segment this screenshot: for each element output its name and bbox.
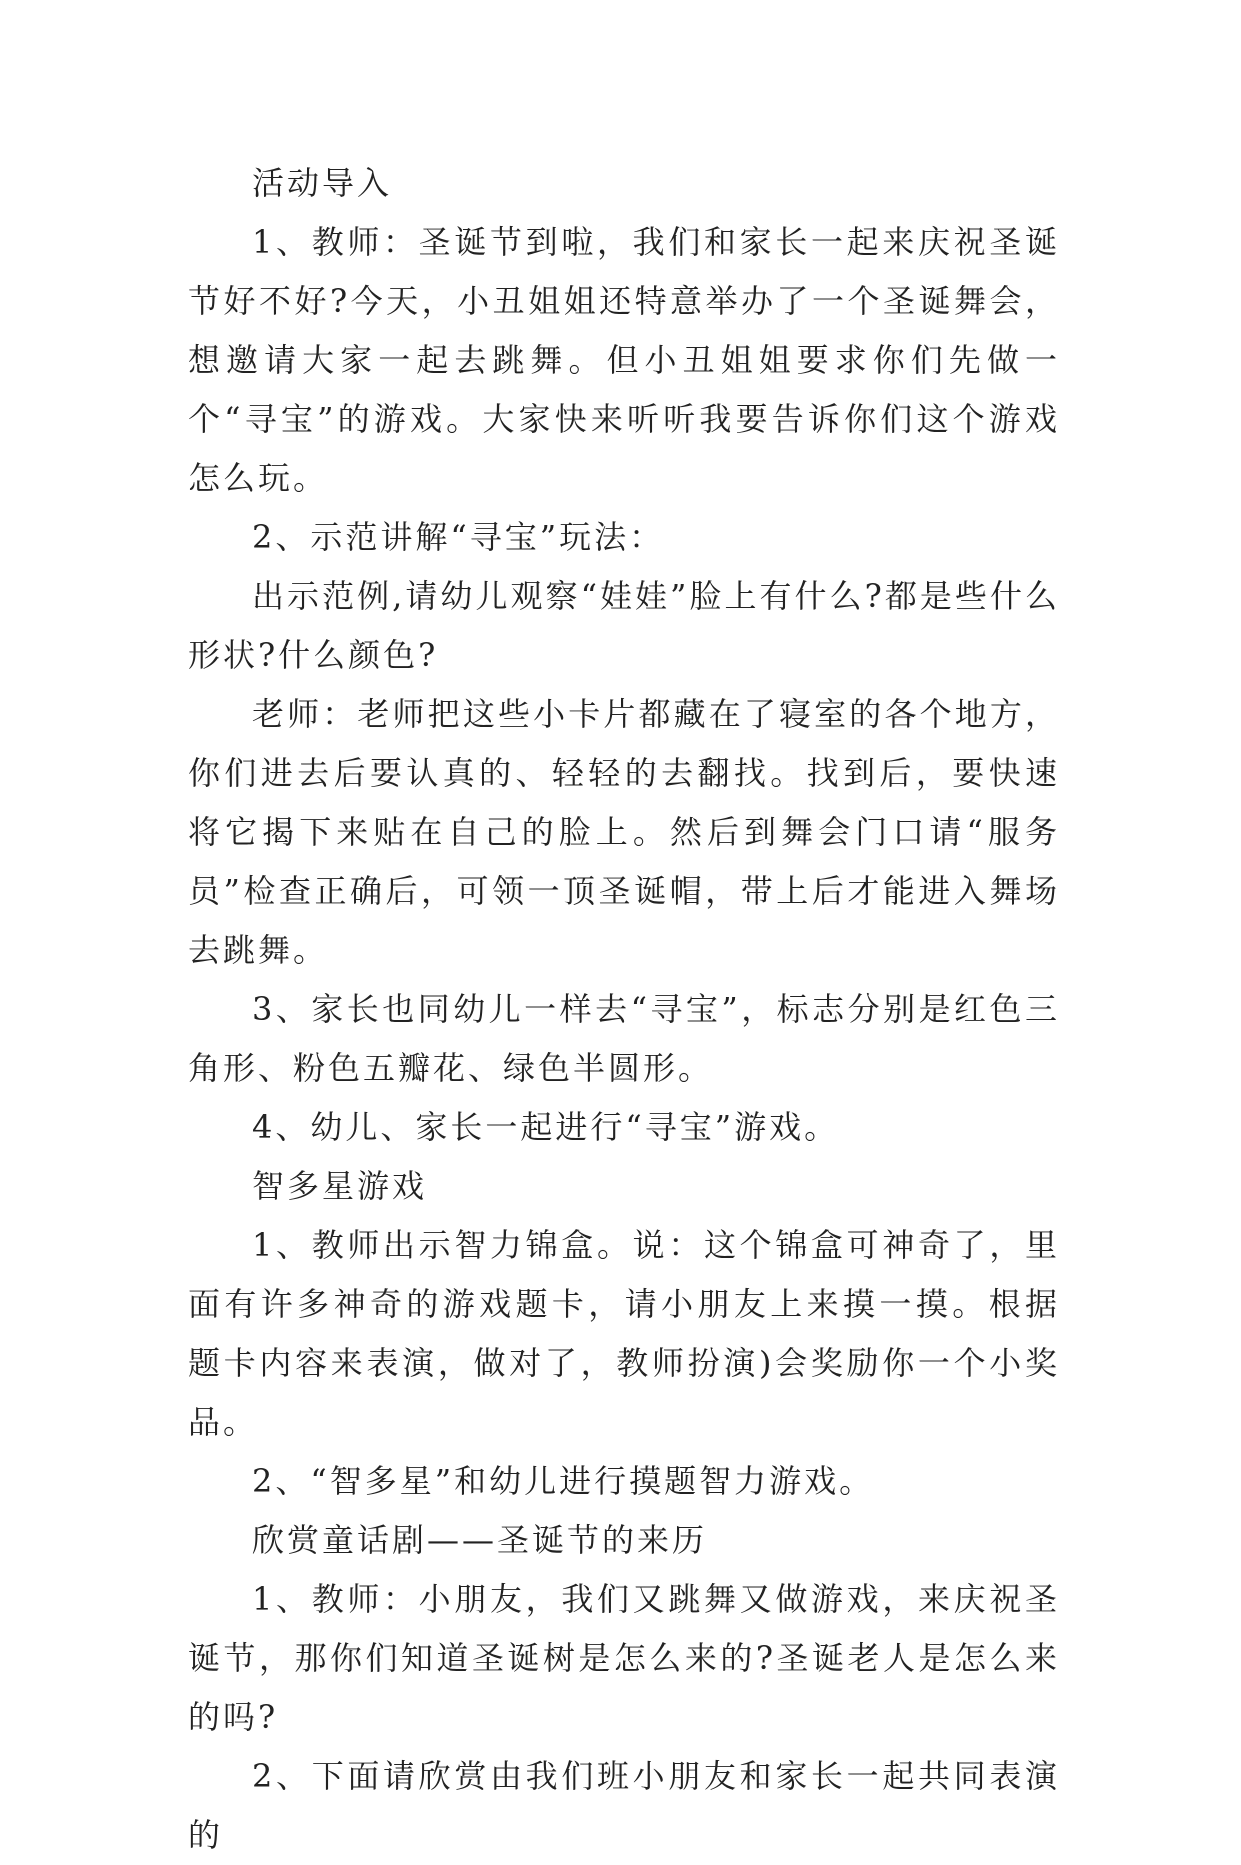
paragraph: 2、“智多星”和幼儿进行摸题智力游戏。: [252, 1462, 875, 1500]
paragraph: 4、幼儿、家长一起进行“寻宝”游戏。: [252, 1108, 840, 1146]
paragraph: 2、示范讲解“寻宝”玩法：: [252, 518, 665, 556]
paragraph: 3、家长也同幼儿一样去“寻宝”，标志分别是红色三角形、粉色五瓣花、绿色半圆形。: [188, 990, 1060, 1087]
paragraph: 1、教师出示智力锦盒。说：这个锦盒可神奇了，里面有许多神奇的游戏题卡，请小朋友上来摸一摸。根据题卡内容来表演，做对了，教师扮演)会奖励你一个小奖品。: [188, 1226, 1060, 1441]
paragraph: 1、教师：圣诞节到啦，我们和家长一起来庆祝圣诞节好不好?今天，小丑姐姐还特意举办了一个圣诞舞会，想邀请大家一起去跳舞。但小丑姐姐要求你们先做一个“寻宝”的游戏。大家快来听听我要告诉你们这个游戏怎么玩。: [188, 223, 1060, 497]
document-body: [188, 154, 1060, 1865]
paragraph: 老师：老师把这些小卡片都藏在了寝室的各个地方，你们进去后要认真的、轻轻的去翻找。找到后，要快速将它揭下来贴在自己的脸上。然后到舞会门口请“服务员”检查正确后，可领一顶圣诞帽，带上后才能进入舞场去跳舞。: [188, 695, 1060, 969]
section-heading-game: 智多星游戏: [252, 1167, 428, 1205]
paragraph: 出示范例,请幼儿观察“娃娃”脸上有什么?都是些什么形状?什么颜色?: [188, 577, 1060, 674]
section-heading-activity-intro: 活动导入: [252, 164, 393, 202]
paragraph: 1、教师：小朋友，我们又跳舞又做游戏，来庆祝圣诞节，那你们知道圣诞树是怎么来的?圣诞老人是怎么来的吗?: [188, 1580, 1060, 1736]
paragraph: 2、下面请欣赏由我们班小朋友和家长一起共同表演的: [188, 1757, 1060, 1854]
section-heading-play: 欣赏童话剧——圣诞节的来历: [252, 1521, 708, 1559]
